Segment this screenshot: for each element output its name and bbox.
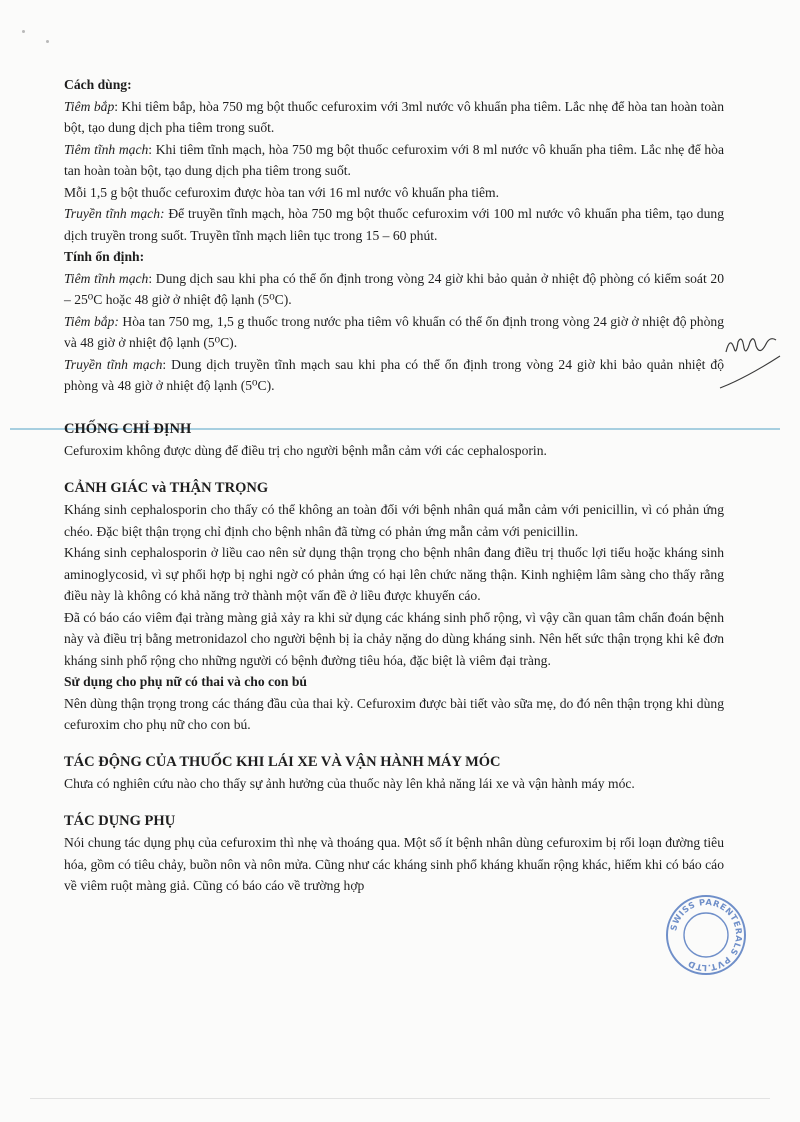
stability-iv-text: : Dung dịch sau khi pha có thể ổn định trong vòng 24 giờ khi bảo quản ở nhiệt độ phòng có kiểm soát 20 – 25⁰C hoặc 48 giờ ở nhiệt độ lạnh (5⁰C). (64, 270, 724, 307)
side-effects-text: Nói chung tác dụng phụ của cefuroxim thì nhẹ và thoáng qua. Một số ít bệnh nhân dùng cefuroxim bị rối loạn đường tiêu hóa, gồm có tiêu chảy, buồn nôn và nôn mửa. Cũng như các kháng sinh phổ kháng khuẩn rộng khác, hiếm khi có báo cáo về viêm ruột màng giả. Cũng có báo cáo về trường hợp (64, 835, 724, 893)
usage-im-label: Tiêm bắp (64, 98, 115, 114)
usage-im-text: : Khi tiêm bắp, hòa 750 mg bột thuốc cefuroxim với 3ml nước vô khuẩn pha tiêm. Lắc nhẹ để hòa tan hoàn toàn bột, tạo dung dịch pha tiêm trong suốt. (64, 98, 725, 135)
usage-infusion-text: Để truyền tĩnh mạch, hòa 750 mg bột thuốc cefuroxim với 100 ml nước vô khuẩn pha tiêm, tạo dung dịch truyền trong suốt. Truyền tĩnh mạch liên tục trong 15 – 60 phút. (64, 206, 724, 243)
contraindications-heading: CHỐNG CHỈ ĐỊNH (64, 420, 192, 437)
stability-infusion-label: Truyền tĩnh mạch (64, 356, 163, 372)
stability-infusion-paragraph (64, 354, 724, 397)
side-effects-heading: TÁC DỤNG PHỤ (64, 812, 176, 829)
stamp-text: SWISS PARENTERALS PVT.LTD (668, 896, 745, 974)
usage-im-paragraph (64, 96, 724, 139)
driving-heading: TÁC ĐỘNG CỦA THUỐC KHI LÁI XE VÀ VẬN HÀNH MÁY MÓC (64, 753, 501, 770)
contraindications-text: Cefuroxim không được dùng để điều trị cho người bệnh mẫn cảm với các cephalosporin. (64, 443, 547, 458)
usage-infusion-paragraph (64, 203, 724, 246)
scan-dot (22, 30, 25, 33)
page-bottom-edge (30, 1098, 770, 1099)
precautions-heading: CẢNH GIÁC và THẬN TRỌNG (64, 479, 269, 496)
stability-im-text: Hòa tan 750 mg, 1,5 g thuốc trong nước pha tiêm vô khuẩn có thể ổn định trong vòng 24 giờ ở nhiệt độ phòng và 48 giờ ở nhiệt độ lạnh (5⁰C). (64, 313, 724, 350)
usage-infusion-label: Truyền tĩnh mạch: (64, 206, 165, 221)
stability-infusion-text: : Dung dịch truyền tĩnh mạch sau khi pha có thể ổn định trong vòng 24 giờ khi bảo quản nhiệt độ phòng và 48 giờ ở nhiệt độ lạnh (5⁰C). (64, 356, 724, 393)
scan-dot (46, 40, 49, 43)
usage-title: Cách dùng: (64, 77, 132, 92)
usage-iv-label: Tiêm tĩnh mạch (64, 141, 149, 157)
usage-iv-paragraph (64, 139, 724, 182)
precautions-paragraph-3: Đã có báo cáo viêm đại tràng màng giả xảy ra khi sử dụng các kháng sinh phổ rộng, vì vậy cần quan tâm chẩn đoán bệnh này và điều trị bằng metronidazol cho người bệnh bị ỉa chảy nặng do dùng kháng sinh. Nên hết sức thận trọng khi kê đơn kháng sinh phổ rộng cho những người có bệnh đường tiêu hóa, đặc biệt là viêm đại tràng. (64, 609, 724, 668)
company-stamp-icon (664, 893, 748, 977)
stability-im-paragraph (64, 311, 724, 354)
handwritten-signature-icon (716, 322, 786, 394)
svg-text:SWISS PARENTERALS PVT.LTD (668, 897, 744, 973)
precautions-paragraph-2: Kháng sinh cephalosporin ở liều cao nên sử dụng thận trọng cho bệnh nhân đang điều trị thuốc lợi tiểu hoặc kháng sinh aminoglycosid, vì sự phối hợp bị nghi ngờ có phản ứng có hại lên chức năng thận. Kinh nghiệm lâm sàng cho thấy rằng điều này là không có khả năng trở thành một vấn đề ở liều được khuyến cáo. (64, 545, 724, 603)
pregnancy-text: Nên dùng thận trọng trong các tháng đầu của thai kỳ. Cefuroxim được bài tiết vào sữa mẹ, do đó nên thận trọng khi dùng cefuroxim cho phụ nữ cho con bú. (64, 695, 724, 732)
stability-iv-label: Tiêm tĩnh mạch (64, 270, 149, 286)
driving-text: Chưa có nghiên cứu nào cho thấy sự ảnh hưởng của thuốc này lên khả năng lái xe và vận hành máy móc. (64, 776, 635, 791)
stability-im-label: Tiêm bắp: (64, 313, 119, 329)
usage-iv-text: : Khi tiêm tĩnh mạch, hòa 750 mg bột thuốc cefuroxim với 8 ml nước vô khuẩn pha tiêm. Lắc nhẹ để hòa tan hoàn toàn bột, tạo dung dịch pha tiêm trong suốt. (64, 141, 725, 178)
usage-iv-extra: Mỗi 1,5 g bột thuốc cefuroxim được hòa tan với 16 ml nước vô khuẩn pha tiêm. (64, 184, 499, 200)
stability-iv-paragraph (64, 268, 724, 311)
document-body (64, 74, 724, 897)
pregnancy-subheading: Sử dụng cho phụ nữ có thai và cho con bú (64, 674, 307, 689)
stability-title: Tính ổn định: (64, 249, 145, 264)
precautions-paragraph-1: Kháng sinh cephalosporin cho thấy có thể không an toàn đối với bệnh nhân quá mẫn cảm với penicillin, vì có phản ứng chéo. Đặc biệt thận trọng chỉ định cho bệnh nhân đã từng có phản ứng mẫn cảm với penicillin. (64, 502, 724, 539)
